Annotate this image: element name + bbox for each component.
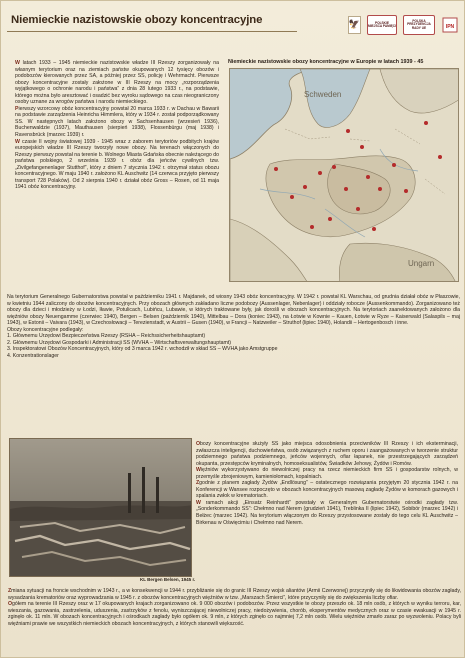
paragraph: Na terytorium Generalnego Gubernatorstwa powstał w październiku 1941 r. Majdanek, od wiosny 1943 obóz koncentracyjny. W 1942 r. powstał KL Warschau, od grudnia działał obóz w Płaszowie, w kwietniu 1944 zaliczony do obozów koncentracyjnych. Przy obozach głównych zakładano liczne podobozy (Aussenlager, Nebenlager) i oddziały robocze (Aussenkommando). Zorganizowano też obozy dla dzieci i młodzieży w Łodzi, Iławie, Potulicach, Lubińcu, Lubawie, w których traktowane były, jak dorośli w obozach koncentracyjnych. Na terytoriach zaanektowanych założono dla więźniów obozy Neuengamme (czerwiec 1940), Bergen – Belsen (październik 1940), Mittelbau – Dora (koniec 1943), na Łotwie w Kownie – Kauen, Łotwie w Ryze – Kaiserwald (Salaspils – maj 1943), w Estonii – Vaivara (1943), w Czechosłowacji – Terezienstadt, w Austrii – Gusen (1940), w Francji – Natzweiler – Struthof (lipiec 1940), Holandii – Hertogenbosch i inne. — [7, 294, 460, 327]
list-item: 4. Konzentrationslager — [7, 352, 59, 359]
paragraph: Pierwszy wzorcowy obóz koncentracyjny powstał 20 marca 1933 r. w Dachau w Bawarii na podstawie zarządzenia Heinricha Himmlera, który w 1934 r. został podporządkowany SS. W następnych latach założono obozy w Sachsenhausen (wrzesień 1936), Buchenwaldzie (1937), Mauthausen (sierpień 1938), Flossenbürgu (maj 1938) i Ravensbrück (marzec 1939) r. — [15, 105, 219, 139]
eagle-emblem-icon: 🦅 — [348, 16, 361, 34]
camp-marker — [424, 121, 428, 125]
camp-marker — [356, 207, 360, 211]
list-item: 2. Głównemu Urzędowi Gospodarki i Administracji SS (WVHA – Wirtschaftsverwaltungshauptamt) — [7, 339, 232, 346]
paragraph: Zgodnie z planem zagłady Żydów „Endlösung” – ostatecznego rozwiązania przyjętym 20 stycznia 1942 r. na Konferencji w Wansee rozpoczęto w obozach koncentracyjnych masową zagładę Żydów w komorach gazowych i spalania zwłok w krematoriach. — [196, 480, 458, 500]
polish-government-logo-icon: POLSKA PREZYDENCJA RADY UE — [403, 15, 435, 35]
camp-marker — [378, 187, 382, 191]
historical-photo — [9, 438, 192, 577]
list-item: 1. Głównemu Urzędowi Bezpieczeństwa Rzeszy (RSHA – Reichssicherheitshauptamt) — [7, 333, 206, 340]
partner-logos — [348, 13, 460, 37]
paragraph: Zmiana sytuacji na froncie wschodnim w 1943 r., a w konsekwencji w 1944 r. przybliżanie się do granic III Rzeszy wojsk aliantów (Armii Czerwonej) przyczyniły się do likwidowania obozów zagłady, wysadzania krematoriów oraz wyprowadzania w 1945 r. z obozów koncentracyjnych więźniów w tzw. „Marszach Śmierci”, które przyczyniły się do zwiększenia liczby ofiar. — [8, 588, 461, 601]
camp-marker — [360, 145, 364, 149]
camp-marker — [332, 165, 336, 169]
map-label-sweden: Schweden — [304, 90, 342, 99]
map-title: Niemieckie nazistowskie obozy koncentracyjne w Europie w latach 1939 - 45 — [228, 59, 424, 65]
paragraph: Więźniów wykorzystywano do niewolniczej pracy na rzecz niemieckich firm SS i gospodarstw rolnych, w przemyśle zbrojeniowym, kamieniołomach, kopalniach. — [196, 467, 458, 480]
paragraph: Ogółem na terenie III Rzeszy oraz w 17 okupowanych krajach zorganizowano ok. 9 000 obozów i podobozów. Przez wszystkie te obozy przeszło ok. 18 mln osób, z których w wyniku terroru, kar, wieszania, gazowania, zastrzelenia, uduszenia, zastrzyków z fenolu, wyniszczającej niewolniczej pracy, niedożywienia, chorób, eksperymentów medycznych oraz w czasie ewakuacji w 1945 r. zginęło ok. 11 mln. W obozach koncentracyjnych i ośrodkach zagłady było ogółem ok. 9 mln, z których zginęło co najmniej 7,2 mln osób. Wielu więźniów zmarło zaraz po wyzwoleniu. Polacy byli więźniami prawie we wszystkich niemieckich obozach koncentracyjnych, z których stanowili większość. — [8, 601, 461, 627]
right-column-text — [196, 441, 458, 586]
paragraph: W czasie II wojny światowej 1939 - 1945 wraz z zaborem terytoriów podbitych krajów europejskich władze III Rzeszy tworzyły nowe obozy. Na terenach włączonych do Rzeszy pierwszy powstał na terenie b. Wolnego Miasta Gdańska obecnie należącego do państwa polskiego, 2 września 1939 r. obóz dla jeńców cywilnych tzw. „Zivilgefangenenlager Stutthof”, który z dniem 7 stycznia 1942 r. otrzymał status obozu koncentracyjnego. W maju 1940 r. założono KL Auschwitz (14 czerwca przyjęto pierwszy transport 728 Polaków). Od 2 sierpnia 1940 r. działał obóz Gross – Rosen, od 11 maja 1941 obóz koncentracyjny. — [15, 138, 219, 191]
page-title: Niemieckie nazistowskie obozy koncentracyjne — [11, 14, 263, 26]
camp-marker — [303, 185, 307, 189]
camp-marker — [318, 171, 322, 175]
map-label-hungary: Ungarn — [408, 259, 435, 268]
ipn-logo-icon — [441, 15, 459, 35]
camp-marker — [328, 217, 332, 221]
europe-camps-map — [229, 68, 459, 282]
camp-marker — [290, 195, 294, 199]
camp-marker — [310, 225, 314, 229]
wide-text-block — [7, 294, 460, 444]
paragraph: Obozy koncentracyjne służyły SS jako miejsca odosobnienia przeciwników III Rzeszy i ich eksterminacji, zwłaszcza inteligencji, duchowieństwa, osób związanych z ruchem oporu i zaangażowanych w tworzenie struktur podziemnego państwa podziemnego, jeńców wojennych, ofiar łapanek, nie przestrzegających zarządzeń okupanta, przestępców kryminalnych, homoseksualistów, Świadków Jehowy, Żydów i Romów. — [196, 441, 458, 467]
paragraph: W ramach akcji „Einsatz Reinhardt” powstały w Generalnym Gubernatorstwie ośrodki zagłady tzw. „Sonderkommando SS”: Chełmno nad Nerem (grudzień 1941), Treblinka II (lipiec 1942), Sobibór (marzec 1942) i Bełżec (marzec 1942). Na terytorium włączonym do Rzeszy przystosowane zostały do tego celu KL Auschwitz – Birkenau w Oświęcimiu i Chełmno nad Nerem. — [196, 499, 458, 526]
camp-marker — [274, 167, 278, 171]
list-heading: Obozy koncentracyjne podlegały: — [7, 326, 84, 333]
camp-marker — [344, 187, 348, 191]
svg-text:IPN: IPN — [445, 24, 455, 30]
camp-marker — [346, 129, 350, 133]
photo-caption: KL Bergen Belsen, 1945 r. — [140, 577, 196, 582]
title-divider — [7, 31, 297, 32]
camp-marker — [372, 227, 376, 231]
left-column-text — [15, 60, 219, 298]
polish-memorial-logo-icon: POLSKIE MIEJSCA PAMIĘCI — [367, 15, 397, 35]
paragraph: W latach 1933 – 1945 niemieckie nazistowskie władze III Rzeszy zorganizowały na własnym terytorium oraz na ziemiach państw okupowanych 12 tysięcy obozów i podobozów kierowanych przez SA, a później przez SS, policję i Wehrmacht. Pierwsze obozy koncentracyjne zostały założone w III Rzeszy na mocy „rozporządzenia wyjątkowego o ochronie narodu i państwa” z dnia 28 lutego 1933 r., na podstawie, którego można było aresztować i osadzić bez wyroku sądowego na czas nieograniczony osoby uznane za wrogów państwa i narodu niemieckiego. — [15, 60, 219, 106]
camp-marker — [438, 155, 442, 159]
camp-marker — [404, 189, 408, 193]
camp-marker — [392, 163, 396, 167]
bottom-text — [8, 588, 461, 658]
list-item: 3. Inspektoratowi Obozów Koncentracyjnych, który od 3 marca 1942 r. wchodził w skład SS – WVHA jako Amstgruppe — [7, 346, 278, 353]
camp-marker — [366, 175, 370, 179]
